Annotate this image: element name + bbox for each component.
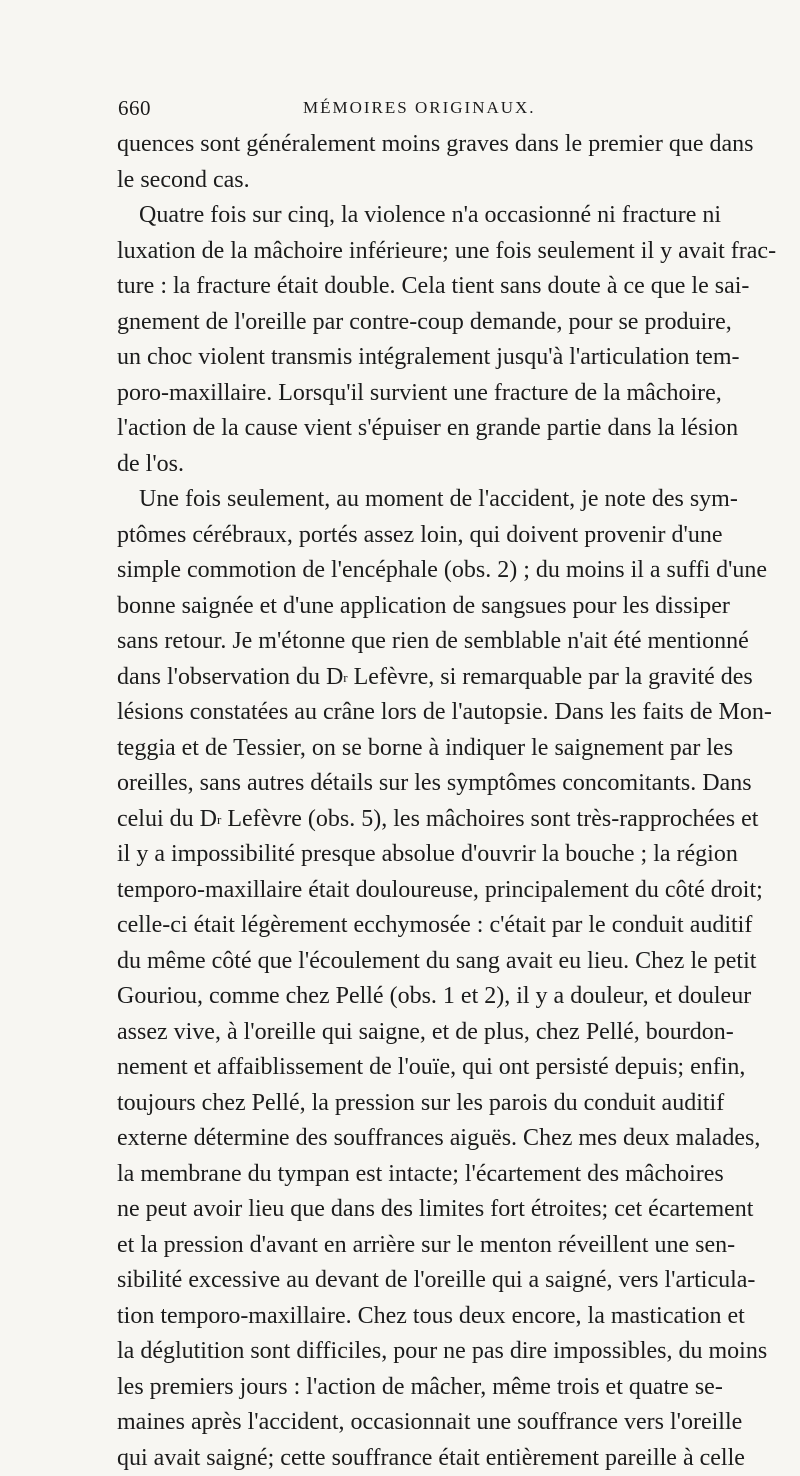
text-line: celle-ci était légèrement ecchymosée : c'était par le conduit auditif bbox=[117, 908, 687, 944]
text-line: Quatre fois sur cinq, la violence n'a occasionné ni fracture ni bbox=[117, 198, 687, 234]
text-line: les premiers jours : l'action de mâcher, même trois et quatre se- bbox=[117, 1370, 687, 1406]
text-line: luxation de la mâchoire inférieure; une fois seulement il y avait frac- bbox=[117, 234, 687, 270]
text-line: de l'os. bbox=[117, 447, 687, 483]
text-line: bonne saignée et d'une application de sangsues pour les dissiper bbox=[117, 589, 687, 625]
text-line: qui avait saigné; cette souffrance était entièrement pareille à celle bbox=[117, 1441, 687, 1476]
body-text bbox=[117, 127, 687, 1476]
page-number: 660 bbox=[118, 96, 151, 121]
superscript: r bbox=[217, 812, 221, 827]
running-head-title: MÉMOIRES ORIGINAUX. bbox=[303, 98, 536, 118]
text-line: nement et affaiblissement de l'ouïe, qui ont persisté depuis; enfin, bbox=[117, 1050, 687, 1086]
text-line: ne peut avoir lieu que dans des limites fort étroites; cet écartement bbox=[117, 1192, 687, 1228]
text-line: temporo-maxillaire était douloureuse, principalement du côté droit; bbox=[117, 873, 687, 909]
superscript: r bbox=[343, 670, 347, 685]
text-line: simple commotion de l'encéphale (obs. 2) ; du moins il a suffi d'une bbox=[117, 553, 687, 589]
text-line-with-superscript bbox=[117, 660, 687, 696]
text-line: assez vive, à l'oreille qui saigne, et de plus, chez Pellé, bourdon- bbox=[117, 1015, 687, 1051]
text-line: teggia et de Tessier, on se borne à indiquer le saignement par les bbox=[117, 731, 687, 767]
text-line: quences sont généralement moins graves dans le premier que dans bbox=[117, 127, 687, 163]
text-line: un choc violent transmis intégralement jusqu'à l'articulation tem- bbox=[117, 340, 687, 376]
text-line: externe détermine des souffrances aiguës. Chez mes deux malades, bbox=[117, 1121, 687, 1157]
text-fragment: celui du D bbox=[117, 806, 217, 832]
text-line: la déglutition sont difficiles, pour ne pas dire impossibles, du moins bbox=[117, 1334, 687, 1370]
text-line: Gouriou, comme chez Pellé (obs. 1 et 2), il y a douleur, et douleur bbox=[117, 979, 687, 1015]
text-line-with-superscript bbox=[117, 802, 687, 838]
text-line: la membrane du tympan est intacte; l'écartement des mâchoires bbox=[117, 1157, 687, 1193]
text-line: tion temporo-maxillaire. Chez tous deux encore, la mastication et bbox=[117, 1299, 687, 1335]
running-head bbox=[118, 96, 690, 122]
text-line: poro-maxillaire. Lorsqu'il survient une fracture de la mâchoire, bbox=[117, 376, 687, 412]
text-line: du même côté que l'écoulement du sang avait eu lieu. Chez le petit bbox=[117, 944, 687, 980]
text-line: ptômes cérébraux, portés assez loin, qui doivent provenir d'une bbox=[117, 518, 687, 554]
text-line: toujours chez Pellé, la pression sur les parois du conduit auditif bbox=[117, 1086, 687, 1122]
text-line: l'action de la cause vient s'épuiser en grande partie dans la lésion bbox=[117, 411, 687, 447]
text-line: il y a impossibilité presque absolue d'ouvrir la bouche ; la région bbox=[117, 837, 687, 873]
text-line: sans retour. Je m'étonne que rien de semblable n'ait été mentionné bbox=[117, 624, 687, 660]
text-fragment: Lefèvre, si remarquable par la gravité des bbox=[348, 664, 753, 690]
text-line: maines après l'accident, occasionnait une souffrance vers l'oreille bbox=[117, 1405, 687, 1441]
text-fragment: Lefèvre (obs. 5), les mâchoires sont très-rapprochées et bbox=[221, 806, 758, 832]
text-line: le second cas. bbox=[117, 163, 687, 199]
text-line: Une fois seulement, au moment de l'accident, je note des sym- bbox=[117, 482, 687, 518]
text-line: et la pression d'avant en arrière sur le menton réveillent une sen- bbox=[117, 1228, 687, 1264]
text-line: ture : la fracture était double. Cela tient sans doute à ce que le sai- bbox=[117, 269, 687, 305]
text-line: lésions constatées au crâne lors de l'autopsie. Dans les faits de Mon- bbox=[117, 695, 687, 731]
text-line: sibilité excessive au devant de l'oreille qui a saigné, vers l'articula- bbox=[117, 1263, 687, 1299]
text-line: gnement de l'oreille par contre-coup demande, pour se produire, bbox=[117, 305, 687, 341]
text-fragment: dans l'observation du D bbox=[117, 664, 343, 690]
text-line: oreilles, sans autres détails sur les symptômes concomitants. Dans bbox=[117, 766, 687, 802]
